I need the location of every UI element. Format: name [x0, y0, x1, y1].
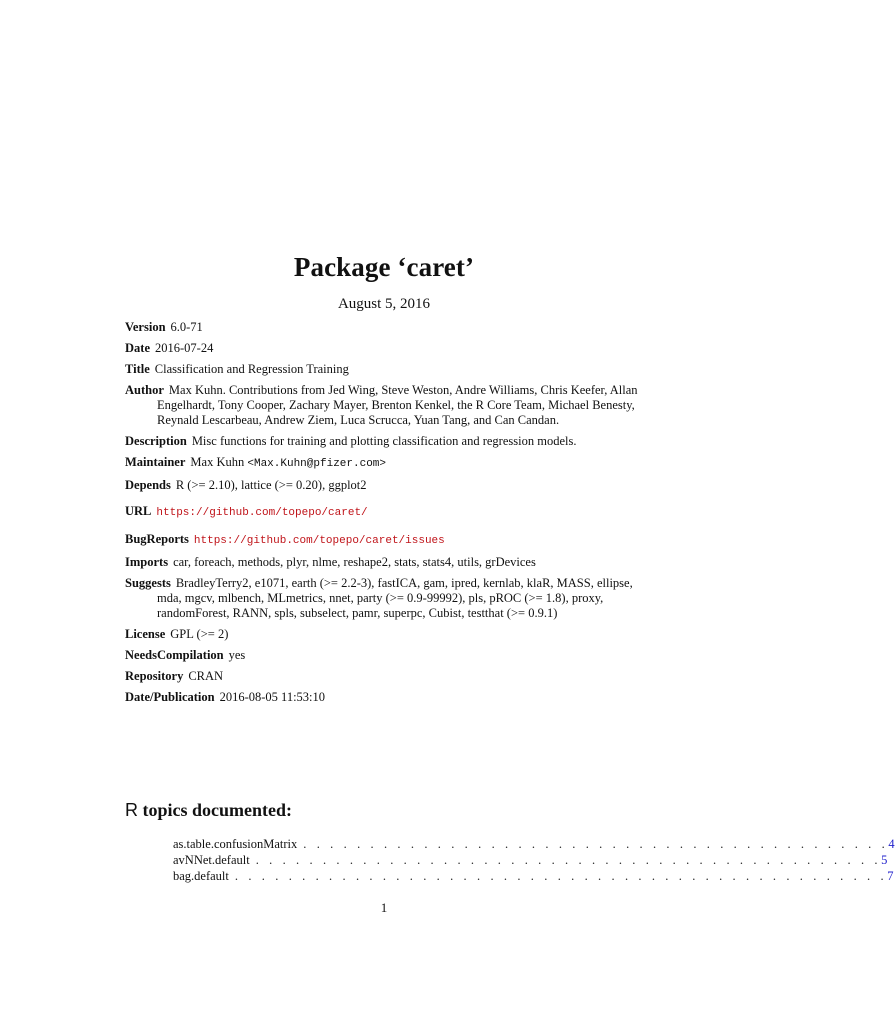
field-suggests — [125, 576, 645, 621]
field-license — [125, 627, 645, 642]
field-date-publication — [125, 690, 645, 705]
page-number: 1 — [380, 900, 388, 915]
toc-leader-dots: . . . . . . . . . . . . . . . . . . . . . . . . . . . . . . . . . . . . . . . . . . . . . . . — [255, 853, 882, 867]
toc-entry[interactable] — [173, 868, 894, 884]
toc-entry-name: avNNet.default — [173, 853, 250, 867]
field-author — [125, 383, 645, 428]
field-key: Maintainer — [125, 455, 186, 469]
field-key: NeedsCompilation — [125, 648, 224, 662]
package-date: August 5, 2016 — [337, 296, 431, 312]
field-key: Description — [125, 434, 187, 448]
field-value: Max Kuhn — [190, 455, 245, 469]
field-description — [125, 434, 645, 449]
field-maintainer — [125, 455, 645, 472]
toc-entry-page-link[interactable]: 7 — [887, 869, 894, 883]
field-key: License — [125, 627, 166, 641]
toc-entry-page-link[interactable]: 5 — [881, 853, 888, 867]
toc-heading — [125, 800, 292, 821]
field-version — [125, 320, 645, 335]
field-key: Author — [125, 383, 164, 397]
field-value: Classification and Regression Training — [154, 362, 349, 376]
field-needscompilation — [125, 648, 645, 663]
field-value: BradleyTerry2, e1071, earth (>= 2.2-3), fastICA, gam, ipred, kernlab, klaR, MASS, ellipse, mda, mgcv, mlbench, MLmetrics, nnet, party (>= 0.9-99992), pls, pROC (>= 1.8), proxy, randomForest, RANN, spls, subselect, pamr, superpc, Cubist, testthat (>= 0.9.1) — [157, 576, 633, 620]
field-value: CRAN — [188, 669, 224, 683]
field-key: Version — [125, 320, 166, 334]
toc-entry[interactable] — [173, 836, 895, 852]
toc-entry-name: as.table.confusionMatrix — [173, 837, 298, 851]
field-key: BugReports — [125, 532, 189, 546]
toc-entry[interactable] — [173, 852, 888, 868]
field-value: yes — [228, 648, 246, 662]
field-value: 6.0-71 — [170, 320, 203, 334]
maintainer-email: <Max.Kuhn@pfizer.com> — [247, 458, 386, 470]
package-title: Package ‘caret’ — [293, 252, 475, 282]
url-link[interactable]: https://github.com/topepo/caret/ — [156, 507, 368, 519]
field-value: car, foreach, methods, plyr, nlme, reshape2, stats, stats4, utils, grDevices — [173, 555, 536, 569]
field-bugreports — [125, 532, 645, 549]
field-value: 2016-08-05 11:53:10 — [219, 690, 326, 704]
field-value: Misc functions for training and plotting classification and regression models. — [191, 434, 577, 448]
toc-heading-r: R — [125, 800, 138, 820]
field-date — [125, 341, 645, 356]
field-key: Title — [125, 362, 150, 376]
bugreports-link[interactable]: https://github.com/topepo/caret/issues — [193, 535, 445, 547]
toc-leader-dots: . . . . . . . . . . . . . . . . . . . . . . . . . . . . . . . . . . . . . . . . . . . . . . . . . — [234, 869, 888, 883]
toc-leader-dots: . . . . . . . . . . . . . . . . . . . . . . . . . . . . . . . . . . . . . . . . . . . . — [303, 837, 889, 851]
field-value: GPL (>= 2) — [170, 627, 229, 641]
field-value: R (>= 2.10), lattice (>= 0.20), ggplot2 — [175, 478, 367, 492]
field-title — [125, 362, 645, 377]
field-key: Suggests — [125, 576, 171, 590]
toc-list — [173, 836, 895, 884]
field-key: Date — [125, 341, 150, 355]
field-key: Depends — [125, 478, 171, 492]
field-key: Repository — [125, 669, 184, 683]
field-repository — [125, 669, 645, 684]
toc-entry-page-link[interactable]: 4 — [888, 837, 895, 851]
toc-entry-name: bag.default — [173, 869, 229, 883]
field-imports — [125, 555, 645, 570]
field-depends — [125, 478, 645, 493]
field-key: Date/Publication — [125, 690, 215, 704]
description-fields — [125, 320, 645, 711]
field-value: 2016-07-24 — [155, 341, 214, 355]
field-key: Imports — [125, 555, 169, 569]
field-url — [125, 504, 645, 521]
toc-heading-text: topics documented: — [138, 800, 292, 820]
field-key: URL — [125, 504, 152, 518]
field-value: Max Kuhn. Contributions from Jed Wing, Steve Weston, Andre Williams, Chris Keefer, Allan Engelhardt, Tony Cooper, Zachary Mayer, Brenton Kenkel, the R Core Team, Michael Benesty, Reynald Lescarbeau, Andrew Ziem, Luca Scrucca, Yuan Tang, and Can Candan. — [157, 383, 638, 427]
